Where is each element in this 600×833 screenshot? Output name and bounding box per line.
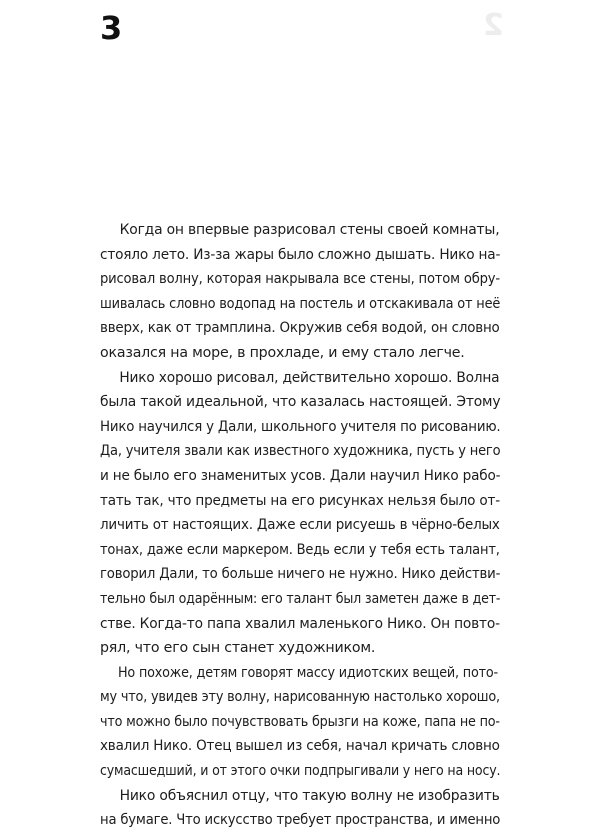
text-line: хвалил Нико. Отец вышел из себя, начал кричать словно	[100, 738, 500, 755]
paragraph-1	[100, 218, 500, 366]
chapter-number: 3	[100, 9, 123, 47]
text-line: Нико объяснил отцу, что такую волну не изобразить	[119, 787, 500, 804]
text-line: стве. Когда-то папа хвалил маленького Нико. Он повто-	[100, 615, 500, 632]
text-line: говорил Дали, то больше ничего не нужно. Нико действи-	[100, 566, 501, 583]
text-line: сумасшедший, и от этого очки подпрыгивали у него на носу.	[100, 763, 501, 780]
paragraph-4	[100, 784, 500, 833]
text-line: была такой идеальной, что казалась настоящей. Этому	[100, 394, 501, 411]
text-line: тельно был одарённым: его талант был заметен даже в дет-	[100, 590, 501, 607]
text-line: рисовал волну, которая накрывала все стены, потом обру-	[100, 271, 500, 288]
text-line: вверх, как от трамплина. Окружив себя водой, он словно	[100, 320, 500, 337]
bleed-through-page-number: 2	[483, 8, 504, 43]
text-line: оказался на море, в прохладе, и ему стало легче.	[100, 344, 465, 361]
paragraph-2	[100, 366, 500, 661]
text-line: рял, что его сын станет художником.	[100, 640, 376, 657]
body-text	[100, 218, 500, 833]
text-line: Да, учителя звали как известного художника, пусть у него	[100, 443, 501, 460]
paragraph-3	[100, 661, 500, 784]
text-line: Нико хорошо рисовал, действительно хорошо. Волна	[119, 369, 500, 386]
text-line: му что, увидев эту волну, нарисованную настолько хорошо,	[100, 689, 500, 706]
text-line: тать так, что предметы на его рисунках нельзя было от-	[100, 492, 500, 509]
text-line: стояло лето. Из-за жары было сложно дышать. Нико на-	[100, 246, 501, 263]
text-line: и не было его знаменитых усов. Дали научил Нико рабо-	[100, 467, 501, 484]
text-line: тонах, даже если маркером. Ведь если у тебя есть талант,	[100, 541, 500, 558]
text-line: на бумаге. Что искусство требует пространства, и именно	[100, 812, 501, 829]
text-line: Когда он впервые разрисовал стены своей комнаты,	[119, 222, 500, 238]
text-line: что можно было почувствовать брызги на коже, папа не по-	[100, 713, 500, 730]
text-line: Нико научился у Дали, школьного учителя по рисованию.	[100, 418, 501, 435]
text-line: личить от настоящих. Даже если рисуешь в чёрно-белых	[100, 517, 500, 534]
text-line: шивалась словно водопад на постель и отскакивала от неё	[100, 295, 501, 312]
text-line: Но похоже, детям говорят массу идиотских вещей, пото-	[118, 664, 498, 681]
